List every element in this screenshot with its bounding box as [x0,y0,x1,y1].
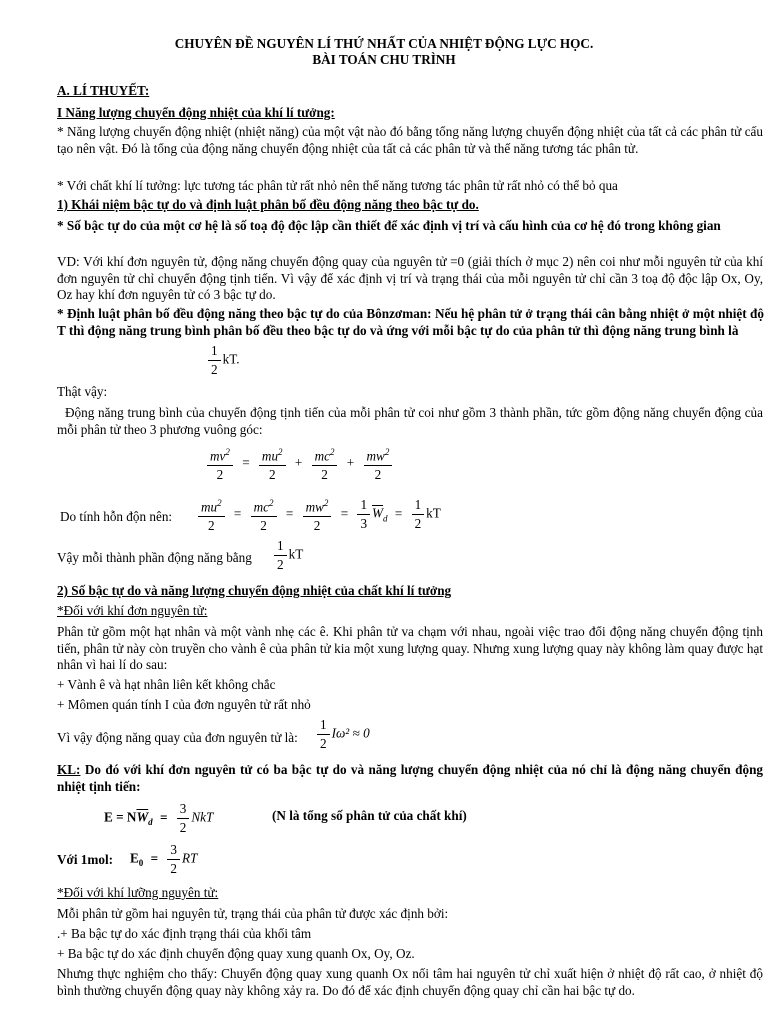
section-a-heading: A. LÍ THUYẾT: [57,83,150,98]
paragraph-conclusion: KL: Do đó với khí đơn nguyên tử có ba bậc tự do và năng lượng chuyển động nhiệt của nó chỉ là động năng chuyển động nhiệt tịnh tiến: [57,762,763,794]
paragraph-experiment: Nhưng thực nghiệm cho thấy: Chuyển động quay xung quanh Ox nối tâm hai nguyên tử chỉ xuất hiện ở nhiệt độ rất cao, ở nhiệt độ bình thường chuyển động quay này không xảy ra. Do đó để xác định chuyển động quay chỉ cần hai bậc tự do. [57,966,763,998]
formula-half-kT: $\frac{1}{2}$ kT. [208,342,240,379]
heading-dof-energy: 2) Số bậc tự do và năng lượng chuyển động nhiệt của chất khí lí tưởng [57,583,452,598]
formula-rotational-energy: $\frac{1}{2}$ Iω² ≈ 0 [315,716,370,753]
section-i-heading: I Năng lượng chuyển động nhiệt của khí lí tưởng: [57,105,335,120]
equation-kinetic-sum: $\frac{mv^2}{2}$ = $\frac{mu^2}{2}$ + $\frac{mc^2}{2}$ + $\frac{mw^2}{2}$ [205,443,394,484]
list-item-reason-1: + Vành ê và hạt nhân liên kết không chắc [57,677,276,692]
paragraph-example: VD: Với khí đơn nguyên tử, động năng chuyển động quay của nguyên tử =0 (giải thích ở mục 2) nên coi như mỗi nguyên tử của khí đơn nguyên tử chỉ chuyển động tịnh tiến. Vì vậy để xác định vị trí và trạng thái của mỗi nguyên tử chỉ cần 3 toạ độ độc lập Ox, Oy, Oz hay khí đơn nguyên tử có 3 bậc tự do. [57,254,763,302]
label-one-mol: Với 1mol: [57,852,114,867]
note-n-molecules: (N là tổng số phân tử của chất khí) [272,808,467,823]
formula-half-kT-component: $\frac{1}{2}$ kT [272,537,303,574]
text-do-tinh: Do tính hỗn độn nên: [60,509,173,524]
equation-equipartition: $\frac{mu^2}{2}$ = $\frac{mc^2}{2}$ = $\frac{mw^2}{2}$ = $\frac{1}{3}$ $\overline{W}_d$ = $\frac{1}{2}$ kT [196,494,441,535]
heading-diatomic: *Đối với khí lưỡng nguyên tử: [57,885,219,900]
paragraph-translational: Động năng trung bình của chuyển động tịnh tiến của mỗi phân tử coi như gồm 3 thành phần, tức gồm động năng chuyển động của mỗi phân tử theo 3 phương vuông góc: [57,405,763,437]
paragraph-ideal-gas: * Với chất khí lí tưởng: lực tương tác phân tử rất nhỏ nên thế năng tương tác phân tử rất nhỏ có thể bỏ qua [57,178,618,193]
list-item-reason-2: + Mômen quán tính I của đơn nguyên tử rất nhỏ [57,697,311,712]
doc-title: CHUYÊN ĐỀ NGUYÊN LÍ THỨ NHẤT CỦA NHIỆT ĐỘNG LỰC HỌC. [174,36,594,51]
list-item-center-of-mass: .+ Ba bậc tự do xác định trạng thái của khối tâm [57,926,312,941]
text-that-vay: Thật vậy: [57,384,108,399]
heading-monatomic: *Đối với khí đơn nguyên tử: [57,603,208,618]
paragraph-thermal-energy: * Năng lượng chuyển động nhiệt (nhiệt năng) của một vật nào đó bằng tổng năng lượng chuyển động nhiệt của tất cả các phân tử cấu tạo nên vật. Đó là tổng của động năng chuyển động nhiệt của tất cả các phân tử và thế năng tương tác phân tử. [57,124,763,156]
paragraph-boltzmann-law: * Định luật phân bố đều động năng theo bậc tự do của Bônzơman: Nếu hệ phân tử ở trạng thái cân bằng nhiệt ở một nhiệt độ T thì động năng trung bình phân bố đều theo bậc tự do và ứng với mỗi bậc tự do của phân tử thì động năng trung bình là [57,306,764,338]
heading-degrees-of-freedom: 1) Khái niệm bậc tự do và định luật phân bố đều động năng theo bậc tự do. [57,197,479,212]
formula-total-energy: $E = N\overline{W}_d$ = $\frac{3}{2}$ NkT [104,801,214,835]
text-vay-moi: Vậy mỗi thành phần động năng bằng [57,550,252,565]
paragraph-diatomic-state: Mỗi phân tử gồm hai nguyên tử, trạng thái của phân tử được xác định bởi: [57,906,449,921]
list-item-rotation: + Ba bậc tự do xác định chuyển động quay xung quanh Ox, Oy, Oz. [57,946,415,961]
paragraph-atom-structure: Phân tử gồm một hạt nhân và một vành nhẹ các ê. Khi phân tử va chạm với nhau, ngoài việc trao đổi động năng chuyển động tịnh tiến, phân tử này còn truyền cho vành ê của phân tử kia một xung lượng quay. Nhưng xung lượng quay này không làm quay được hạt nhân vì hai lí do sau: [57,624,763,672]
text-vi-vay: Vì vậy động năng quay của đơn nguyên tử là: [57,730,298,745]
doc-subtitle: BÀI TOÁN CHU TRÌNH [312,52,456,67]
paragraph-dof-definition: * Số bậc tự do của một cơ hệ là số toạ độ độc lập cần thiết để xác định vị trí và cấu hình của cơ hệ đó trong không gian [57,218,721,233]
formula-molar-energy: $E_0$ = $\frac{3}{2}$ RT [130,842,198,876]
